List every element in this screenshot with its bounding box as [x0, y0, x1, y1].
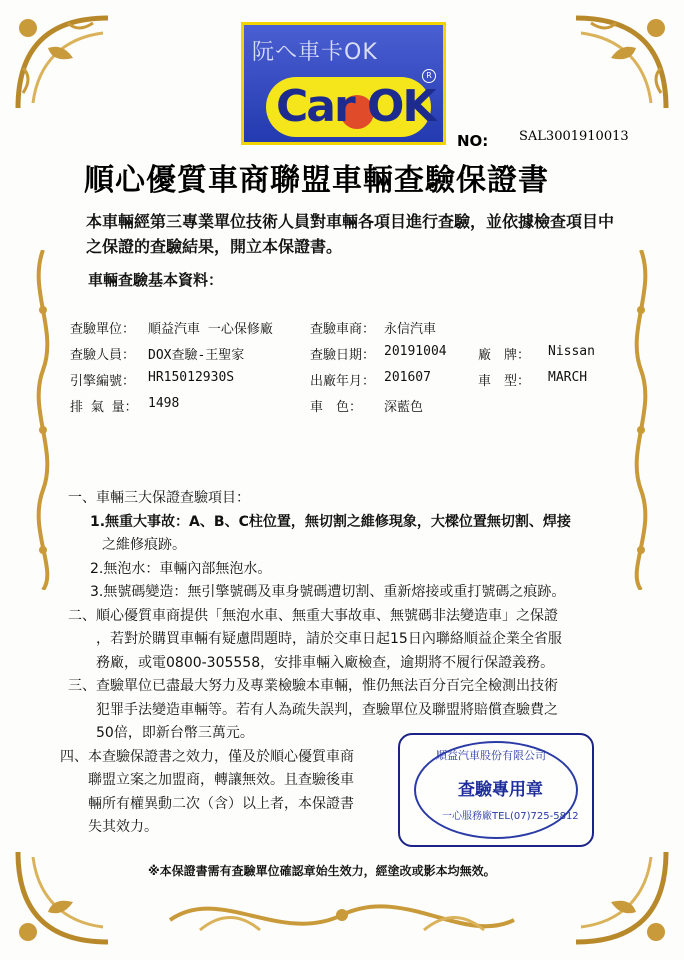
- brand-label: 廠 牌：: [478, 348, 531, 363]
- inspector-label: 查驗人員：: [70, 348, 136, 363]
- registered-mark: R: [422, 69, 436, 83]
- term-line: ，若對於購買車輛有疑慮問題時，請於交車日起15日內聯絡順益企業全省服: [96, 631, 562, 647]
- term-line: 三、查驗單位已盡最大努力及專業檢驗本車輛，惟仍無法百分百完全檢測出技術: [68, 678, 558, 694]
- stamp-contact: 一心服務廠TEL(07)725-5812: [442, 811, 579, 822]
- term-line: 2.無泡水：車輛內部無泡水。: [90, 560, 272, 577]
- cert-no-value: SAL3001910013: [519, 129, 629, 144]
- model-value: MARCH: [548, 370, 588, 385]
- stamp-company: 順益汽車股份有限公司: [436, 749, 546, 762]
- model-label: 車 型：: [478, 374, 531, 389]
- company-logo: [241, 22, 446, 145]
- stamp-title: 查驗專用章: [458, 780, 543, 800]
- term-line: 一、車輛三大保證查驗項目：: [68, 490, 250, 506]
- inspection-unit-value: 順益汽車 一心保修廠: [148, 322, 273, 337]
- color-value: 深藍色: [384, 400, 424, 415]
- term-line: 務廠，或電0800-305558，安排車輛入廠檢查，逾期將不履行保證義務。: [96, 654, 555, 671]
- engine-value: HR15012930S: [148, 370, 235, 385]
- displacement-value: 1498: [148, 396, 180, 411]
- term-line: 50倍，即新台幣三萬元。: [96, 725, 254, 741]
- logo-top-text: 阮へ車卡OK: [252, 40, 378, 65]
- term-line: 輛所有權異動二次（含）以上者，本保證書: [88, 795, 354, 812]
- logo-main-text: Car OK: [276, 81, 435, 132]
- ornament-corner-top-right: [566, 8, 676, 118]
- term-line: 1.無重大事故：A、B、C柱位置，無切割之維修現象，大樑位置無切割、焊接: [90, 513, 571, 530]
- footer-note: ※本保證書需有查驗單位確認章始生效力，經塗改或影本均無效。: [148, 864, 496, 878]
- cert-no-label: NO:: [457, 132, 489, 150]
- date-value: 20191004: [384, 344, 447, 359]
- term-line: 失其效力。: [88, 819, 158, 835]
- term-line: 犯罪手法變造車輛等。若有人為疏失誤判，查驗單位及聯盟將賠償查驗費之: [96, 701, 558, 718]
- made-label: 出廠年月：: [310, 374, 376, 389]
- term-line: 二、順心優質車商提供「無泡水車、無重大事故車、無號碼非法變造車」之保證: [68, 607, 558, 624]
- ornament-corner-bottom-right: [566, 842, 676, 952]
- term-line: 聯盟立案之加盟商，轉讓無效。且查驗後車: [88, 772, 354, 788]
- date-label: 查驗日期：: [310, 348, 376, 363]
- term-line: 3.無號碼變造：無引擎號碼及車身號碼遭切割、重新熔接或重打號碼之痕跡。: [90, 584, 566, 600]
- intro-text: 本車輛經第三專業單位技術人員對車輛各項目進行查驗，並依據檢查項目中之保證的查驗結果，開立本保證書。: [86, 212, 615, 256]
- made-value: 201607: [384, 370, 431, 385]
- displacement-label: 排 氣 量：: [70, 400, 138, 415]
- ornament-vine-left: [28, 250, 58, 590]
- term-line: 之維修痕跡。: [102, 537, 186, 553]
- ornament-corner-top-left: [8, 8, 118, 118]
- inspection-unit-label: 查驗單位：: [70, 322, 136, 337]
- color-label: 車 色：: [310, 400, 363, 415]
- ornament-corner-bottom-left: [8, 842, 118, 952]
- term-line: 四、本查驗保證書之效力，僅及於順心優質車商: [60, 748, 354, 765]
- page-title: 順心優質車商聯盟車輛查驗保證書: [84, 163, 549, 198]
- brand-value: Nissan: [548, 344, 595, 359]
- ornament-bottom-scroll: [160, 880, 524, 950]
- inspection-stamp: [398, 733, 594, 847]
- dealer-value: 永信汽車: [384, 322, 437, 337]
- dealer-label: 查驗車商：: [310, 322, 376, 337]
- basic-info-heading: 車輛查驗基本資料：: [88, 271, 224, 289]
- inspector-value: DOX查驗-王聖家: [148, 348, 245, 363]
- engine-label: 引擎編號：: [70, 374, 136, 389]
- ornament-vine-right: [626, 250, 656, 590]
